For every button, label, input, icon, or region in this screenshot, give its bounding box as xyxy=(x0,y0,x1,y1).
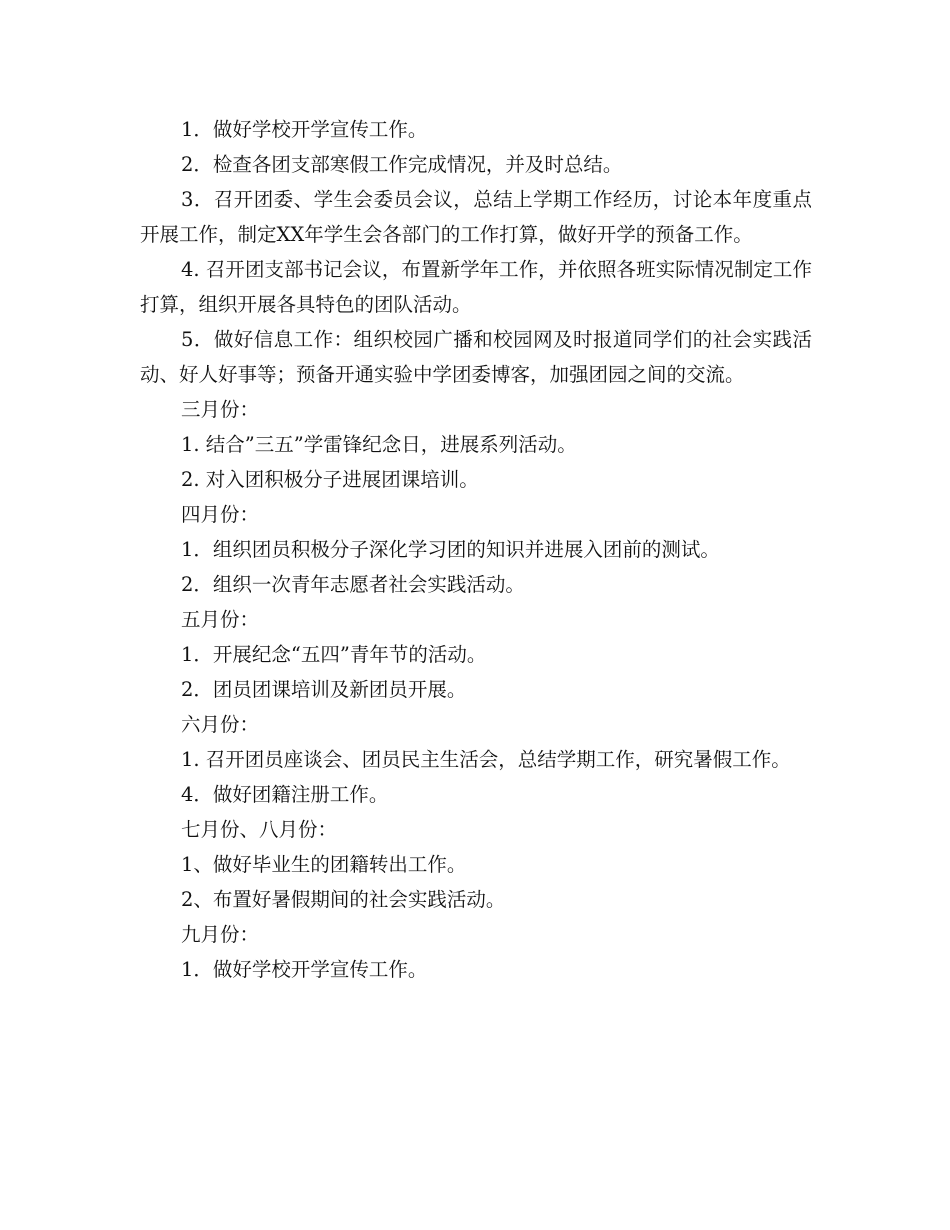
paragraph: 4. 召开团支部书记会议，布置新学年工作，并依照各班实际情况制定工作打算，组织开展各具特色的团队活动。 xyxy=(140,258,812,316)
section-heading-september: 九月份： xyxy=(181,923,260,946)
paragraph: 2．检查各团支部寒假工作完成情况，并及时总结。 xyxy=(181,153,623,176)
section-heading-april: 四月份： xyxy=(181,503,260,526)
paragraph: 1. 结合”三五”学雷锋纪念日，进展系列活动。 xyxy=(181,433,577,456)
paragraph: 2. 对入团积极分子进展团课培训。 xyxy=(181,468,479,491)
paragraph: 3．召开团委、学生会委员会议，总结上学期工作经历，讨论本年度重点开展工作，制定XX年学生会各部门的工作打算，做好开学的预备工作。 xyxy=(140,188,812,246)
paragraph: 1．开展纪念“五四”青年节的活动。 xyxy=(181,643,487,666)
paragraph: 2、布置好暑假期间的社会实践活动。 xyxy=(181,888,506,911)
section-heading-may: 五月份： xyxy=(181,608,260,631)
paragraph: 1．组织团员积极分子深化学习团的知识并进展入团前的测试。 xyxy=(181,538,720,561)
section-heading-july-august: 七月份、八月份： xyxy=(181,818,338,841)
section-heading-june: 六月份： xyxy=(181,713,260,736)
section-heading-march: 三月份： xyxy=(181,398,260,421)
document-body xyxy=(140,112,812,987)
paragraph: 1、做好毕业生的团籍转出工作。 xyxy=(181,853,467,876)
paragraph: 2．团员团课培训及新团员开展。 xyxy=(181,678,467,701)
paragraph: 2．组织一次青年志愿者社会实践活动。 xyxy=(181,573,525,596)
paragraph: 4．做好团籍注册工作。 xyxy=(181,783,389,806)
paragraph: 1. 召开团员座谈会、团员民主生活会，总结学期工作，研究暑假工作。 xyxy=(181,748,791,771)
paragraph: 5．做好信息工作：组织校园广播和校园网及时报道同学们的社会实践活动、好人好事等；预备开通实验中学团委博客，加强团园之间的交流。 xyxy=(140,328,812,386)
paragraph: 1．做好学校开学宣传工作。 xyxy=(181,958,428,981)
paragraph: 1．做好学校开学宣传工作。 xyxy=(181,118,428,141)
